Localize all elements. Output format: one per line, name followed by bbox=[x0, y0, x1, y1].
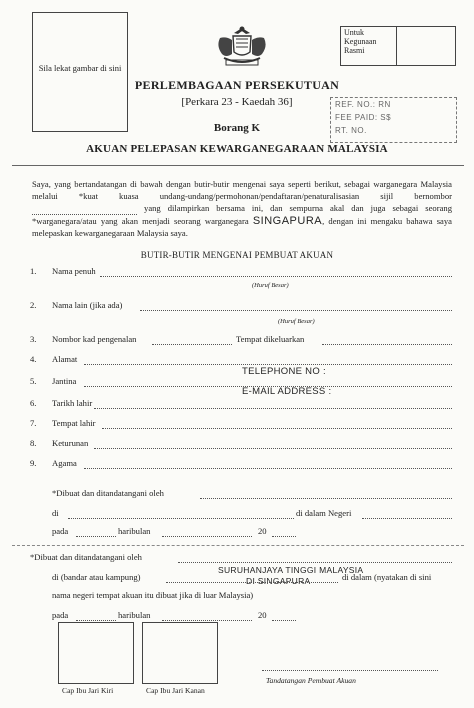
field-label-full-name: Nama penuh bbox=[52, 266, 96, 276]
field-label-gender: Jantina bbox=[52, 376, 77, 386]
intro-part1: Saya, yang bertandatangan di bawah dengan butir-butir mengenai saya seperti berikut, sebagai warganegara Malaysia melalui *kuat kuasa undang-undang/permohonan/pendaftaran/penaturalisasian sijil bernombor bbox=[32, 179, 452, 201]
photo-box-label: Sila lekat gambar di sini bbox=[38, 63, 122, 73]
signed-by-field[interactable] bbox=[200, 498, 452, 499]
field-number: 3. bbox=[30, 334, 37, 344]
descent-field[interactable] bbox=[94, 448, 452, 449]
signed-by-label: *Dibuat dan ditandatangani oleh bbox=[30, 552, 142, 562]
field-number: 4. bbox=[30, 354, 37, 364]
state-field[interactable] bbox=[362, 518, 452, 519]
signed-by-label: *Dibuat dan ditandatangani oleh bbox=[52, 488, 164, 498]
page-subtitle: [Perkara 23 - Kaedah 36] bbox=[181, 96, 293, 108]
year-prefix: 20 bbox=[258, 526, 267, 536]
certificate-number-field[interactable] bbox=[32, 202, 137, 215]
stamp-fee-paid: FEE PAID: S$ bbox=[335, 113, 392, 122]
signed-by-field[interactable] bbox=[178, 562, 452, 563]
other-name-field[interactable] bbox=[140, 310, 452, 311]
religion-field[interactable] bbox=[84, 468, 452, 469]
field-label-other-name: Nama lain (jika ada) bbox=[52, 300, 123, 310]
day-field[interactable] bbox=[76, 620, 116, 621]
state-note-label: nama negeri tempat akuan itu dibuat jika di luar Malaysia) bbox=[52, 590, 254, 600]
town-label: di (bandar atau kampung) bbox=[52, 572, 141, 582]
field-number: 5. bbox=[30, 376, 37, 386]
declaration-title: AKUAN PELEPASAN KEWARGANEGARAAN MALAYSIA bbox=[86, 143, 388, 155]
field-number: 8. bbox=[30, 438, 37, 448]
declaration-paragraph bbox=[32, 178, 452, 239]
left-thumbprint-label: Cap Ibu Jari Kiri bbox=[62, 686, 114, 695]
stamp-ref-no: REF. NO.: RN bbox=[335, 100, 391, 109]
on-date-label: pada bbox=[52, 526, 69, 536]
email-stamp: E-MAIL ADDRESS : bbox=[242, 386, 332, 397]
photo-box bbox=[32, 12, 128, 132]
commission-stamp-line1: SURUHANJAYA TINGGI MALAYSIA bbox=[218, 565, 364, 575]
telephone-stamp: TELEPHONE NO : bbox=[242, 366, 326, 377]
page-title: PERLEMBAGAAN PERSEKUTUAN bbox=[134, 78, 340, 92]
stamp-rt-no: RT. NO. bbox=[335, 126, 367, 135]
in-country-label: di dalam (nyatakan di sini bbox=[342, 572, 432, 582]
field-label-date-of-birth: Tarikh lahir bbox=[52, 398, 93, 408]
day-of-month-label: haribulan bbox=[118, 526, 151, 536]
field-label-descent: Keturunan bbox=[52, 438, 89, 448]
country-stamp: SINGAPURA bbox=[252, 215, 323, 227]
intro-part2: yang dilampirkan bersama ini, dan sempurna akal dan juga sebagai seorang *warganegara/atau yang akan menjadi seorang warganegara bbox=[32, 203, 452, 226]
section-title: BUTIR-BUTIR MENGENAI PEMBUAT AKUAN bbox=[140, 250, 334, 260]
year-field[interactable] bbox=[272, 620, 296, 621]
field-label-religion: Agama bbox=[52, 458, 77, 468]
month-field[interactable] bbox=[162, 536, 252, 537]
on-date-label: pada bbox=[52, 610, 69, 620]
field-number: 1. bbox=[30, 266, 37, 276]
field-number: 7. bbox=[30, 418, 37, 428]
ic-number-field[interactable] bbox=[152, 344, 232, 345]
year-prefix: 20 bbox=[258, 610, 267, 620]
in-state-label: di dalam Negeri bbox=[296, 508, 352, 518]
official-use-box bbox=[340, 26, 456, 66]
town-field[interactable] bbox=[166, 582, 338, 583]
commission-stamp-line2: DI SINGAPURA bbox=[246, 576, 311, 586]
date-of-birth-field[interactable] bbox=[94, 408, 452, 409]
field-label-place-issued: Tempat dikeluarkan bbox=[236, 334, 305, 344]
year-field[interactable] bbox=[272, 536, 296, 537]
coat-of-arms-icon bbox=[212, 24, 272, 68]
signature-field[interactable] bbox=[262, 670, 438, 671]
field-label-ic-number: Nombor kad pengenalan bbox=[52, 334, 137, 344]
right-thumbprint-box[interactable] bbox=[142, 622, 218, 684]
day-of-month-label: haribulan bbox=[118, 610, 151, 620]
form-name: Borang K bbox=[213, 122, 261, 134]
intro-part3: , dengan ini mengaku bahawa saya melepaskan kewarganegaraan Malaysia saya. bbox=[32, 216, 452, 238]
reference-stamp bbox=[330, 97, 457, 143]
at-place-field[interactable] bbox=[68, 518, 294, 519]
divider bbox=[12, 545, 464, 546]
signature-caption: Tandatangan Pembuat Akuan bbox=[266, 676, 356, 685]
full-name-field[interactable] bbox=[100, 276, 452, 277]
place-of-birth-field[interactable] bbox=[102, 428, 452, 429]
divider bbox=[12, 165, 464, 166]
left-thumbprint-box[interactable] bbox=[58, 622, 134, 684]
place-issued-field[interactable] bbox=[322, 344, 452, 345]
field-label-place-of-birth: Tempat lahir bbox=[52, 418, 96, 428]
field-number: 9. bbox=[30, 458, 37, 468]
field-label-address: Alamat bbox=[52, 354, 78, 364]
at-label: di bbox=[52, 508, 59, 518]
uppercase-hint: (Huruf Besar) bbox=[278, 318, 315, 325]
uppercase-hint: (Huruf Besar) bbox=[252, 282, 289, 289]
day-field[interactable] bbox=[76, 536, 116, 537]
field-number: 6. bbox=[30, 398, 37, 408]
official-use-label: Untuk Kegunaan Rasmi bbox=[341, 27, 397, 65]
right-thumbprint-label: Cap Ibu Jari Kanan bbox=[146, 686, 205, 695]
address-field[interactable] bbox=[84, 364, 452, 365]
month-field[interactable] bbox=[162, 620, 252, 621]
field-number: 2. bbox=[30, 300, 37, 310]
